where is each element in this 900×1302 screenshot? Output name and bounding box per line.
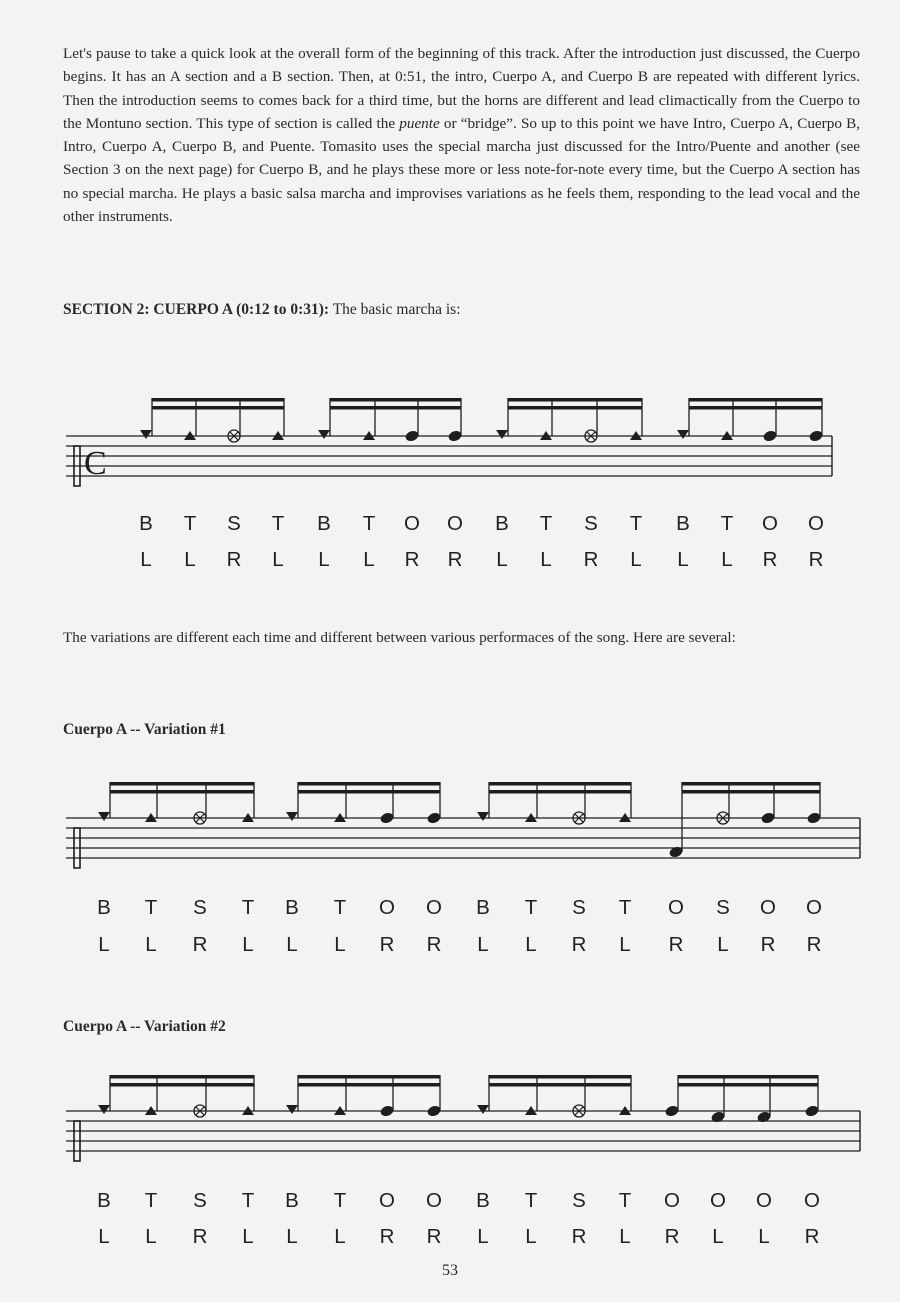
intro-paragraph bbox=[63, 42, 860, 228]
hand-letter: L bbox=[98, 1225, 110, 1248]
stroke-letter: B bbox=[285, 896, 299, 919]
beam bbox=[689, 398, 822, 402]
stroke-letter: S bbox=[584, 512, 598, 535]
stroke-letter: B bbox=[476, 896, 490, 919]
beam bbox=[152, 406, 284, 410]
stroke-letter: B bbox=[476, 1189, 490, 1212]
stroke-letter: O bbox=[404, 512, 420, 535]
stroke-letter: O bbox=[806, 896, 822, 919]
variation-2-hand-row bbox=[0, 1225, 900, 1251]
hand-letter: R bbox=[808, 548, 824, 571]
hand-letter: L bbox=[286, 1225, 298, 1248]
stroke-letter: O bbox=[808, 512, 824, 535]
variation-1-stroke-row bbox=[0, 896, 900, 922]
stroke-letter: S bbox=[193, 896, 207, 919]
hand-letter: L bbox=[363, 548, 375, 571]
bass-tone-note bbox=[477, 812, 489, 821]
basic-marcha-hand-row bbox=[0, 548, 900, 574]
hand-letter: L bbox=[334, 933, 346, 956]
basic-marcha-staff bbox=[0, 390, 900, 500]
beam bbox=[110, 782, 254, 786]
hand-letter: R bbox=[379, 933, 395, 956]
bass-tone-note bbox=[286, 1105, 298, 1114]
hand-letter: R bbox=[806, 933, 822, 956]
intro-text-1: Let's pause to take a quick look at the overall form of the beginning of this track. After the introduction just discussed, the Cuerpo begins. It has an A section and a B section. Then, at 0:51, the intro, Cuerpo A, and Cuerpo B are repeated with different lyrics. Then the introduction seems to comes back for a third time, but the horns are different and lead climactically from the Cuerpo to the Montuno section. This type of section is called the bbox=[63, 45, 860, 132]
bass-tone-note bbox=[98, 812, 110, 821]
beam bbox=[489, 1083, 631, 1087]
hand-letter: L bbox=[145, 933, 157, 956]
hand-letter: R bbox=[226, 548, 242, 571]
hand-letter: L bbox=[496, 548, 508, 571]
stroke-letter: T bbox=[629, 512, 643, 535]
bass-tone-note bbox=[677, 430, 689, 439]
stroke-letter: B bbox=[139, 512, 153, 535]
intro-italic-term: puente bbox=[399, 114, 440, 132]
stroke-letter: T bbox=[271, 512, 285, 535]
hand-letter: L bbox=[334, 1225, 346, 1248]
stroke-letter: S bbox=[193, 1189, 207, 1212]
stroke-letter: T bbox=[524, 1189, 538, 1212]
stroke-letter: T bbox=[333, 896, 347, 919]
variation-2-heading bbox=[63, 1018, 226, 1036]
beam bbox=[298, 790, 440, 794]
hand-letter: L bbox=[721, 548, 733, 571]
hand-letter: R bbox=[426, 1225, 442, 1248]
page-number: 53 bbox=[442, 1262, 458, 1279]
stroke-letter: O bbox=[756, 1189, 772, 1212]
stroke-letter: O bbox=[379, 1189, 395, 1212]
beam bbox=[298, 782, 440, 786]
variation-1-title: Cuerpo A -- Variation #1 bbox=[63, 721, 226, 738]
beam bbox=[152, 398, 284, 402]
beam bbox=[330, 406, 461, 410]
stroke-letter: T bbox=[333, 1189, 347, 1212]
hand-letter: L bbox=[272, 548, 284, 571]
hand-letter: R bbox=[668, 933, 684, 956]
stroke-letter: O bbox=[426, 1189, 442, 1212]
hand-letter: L bbox=[619, 1225, 631, 1248]
hand-letter: L bbox=[477, 933, 489, 956]
hand-letter: L bbox=[286, 933, 298, 956]
beam bbox=[689, 406, 822, 410]
variation-1-heading bbox=[63, 721, 226, 739]
stroke-letter: T bbox=[618, 1189, 632, 1212]
stroke-letter: T bbox=[524, 896, 538, 919]
variation-1-staff bbox=[0, 772, 900, 882]
bass-tone-note bbox=[286, 812, 298, 821]
section-2-text: The basic marcha is: bbox=[329, 301, 461, 318]
hand-letter: L bbox=[140, 548, 152, 571]
stroke-letter: B bbox=[676, 512, 690, 535]
variations-paragraph: The variations are different each time and different between various performaces of the song. Here are several: bbox=[63, 629, 736, 646]
stroke-letter: O bbox=[664, 1189, 680, 1212]
beam bbox=[489, 1075, 631, 1079]
hand-letter: L bbox=[712, 1225, 724, 1248]
stroke-letter: T bbox=[144, 1189, 158, 1212]
beam bbox=[682, 782, 820, 786]
beam bbox=[110, 1075, 254, 1079]
hand-letter: R bbox=[192, 1225, 208, 1248]
hand-letter: L bbox=[98, 933, 110, 956]
stroke-letter: B bbox=[317, 512, 331, 535]
variation-2-staff bbox=[0, 1065, 900, 1175]
hand-letter: R bbox=[571, 933, 587, 956]
stroke-letter: O bbox=[379, 896, 395, 919]
stroke-letter: T bbox=[618, 896, 632, 919]
beam bbox=[298, 1083, 440, 1087]
stroke-letter: B bbox=[97, 1189, 111, 1212]
hand-letter: R bbox=[192, 933, 208, 956]
hand-letter: L bbox=[184, 548, 196, 571]
basic-marcha-stroke-row bbox=[0, 512, 900, 538]
hand-letter: R bbox=[583, 548, 599, 571]
bass-tone-note bbox=[477, 1105, 489, 1114]
hand-letter: L bbox=[525, 1225, 537, 1248]
beam bbox=[489, 790, 631, 794]
variation-1-hand-row bbox=[0, 933, 900, 959]
stroke-letter: T bbox=[539, 512, 553, 535]
stroke-letter: T bbox=[362, 512, 376, 535]
time-signature: C bbox=[84, 445, 107, 482]
beam bbox=[110, 1083, 254, 1087]
bass-tone-note bbox=[140, 430, 152, 439]
stroke-letter: T bbox=[144, 896, 158, 919]
beam bbox=[682, 790, 820, 794]
section-2-heading bbox=[63, 301, 461, 319]
hand-letter: L bbox=[677, 548, 689, 571]
beam bbox=[678, 1083, 818, 1087]
stroke-letter: B bbox=[97, 896, 111, 919]
hand-letter: R bbox=[571, 1225, 587, 1248]
hand-letter: R bbox=[426, 933, 442, 956]
beam bbox=[298, 1075, 440, 1079]
stroke-letter: B bbox=[285, 1189, 299, 1212]
hand-letter: R bbox=[804, 1225, 820, 1248]
beam bbox=[110, 790, 254, 794]
bass-tone-note bbox=[98, 1105, 110, 1114]
hand-letter: L bbox=[619, 933, 631, 956]
hand-letter: L bbox=[717, 933, 729, 956]
stroke-letter: T bbox=[241, 896, 255, 919]
hand-letter: R bbox=[379, 1225, 395, 1248]
hand-letter: L bbox=[758, 1225, 770, 1248]
stroke-letter: S bbox=[572, 1189, 586, 1212]
stroke-letter: O bbox=[760, 896, 776, 919]
stroke-letter: O bbox=[668, 896, 684, 919]
section-2-label: SECTION 2: CUERPO A (0:12 to 0:31): bbox=[63, 301, 330, 318]
variation-2-title: Cuerpo A -- Variation #2 bbox=[63, 1018, 226, 1035]
stroke-letter: T bbox=[720, 512, 734, 535]
stroke-letter: B bbox=[495, 512, 509, 535]
stroke-letter: T bbox=[183, 512, 197, 535]
hand-letter: L bbox=[477, 1225, 489, 1248]
hand-letter: L bbox=[630, 548, 642, 571]
stroke-letter: O bbox=[710, 1189, 726, 1212]
stroke-letter: O bbox=[762, 512, 778, 535]
beam bbox=[330, 398, 461, 402]
stroke-letter: S bbox=[716, 896, 730, 919]
stroke-letter: O bbox=[804, 1189, 820, 1212]
hand-letter: L bbox=[242, 933, 254, 956]
bass-tone-note bbox=[318, 430, 330, 439]
hand-letter: R bbox=[447, 548, 463, 571]
intro-text-2: or “bridge”. So up to this point we have Intro, Cuerpo A, Cuerpo B, Intro, Cuerpo A, Cuerpo B, and Puente. Tomasito uses the special marcha just discussed for the Intro/Puente and another (see Section 3 on the next page) for Cuerpo B, and he plays these more or less note-for-note every time, but the Cuerpo A section has no special marcha. He plays a basic salsa marcha and improvises variations as he feels them, responding to the lead vocal and the other instruments. bbox=[63, 114, 861, 226]
hand-letter: L bbox=[525, 933, 537, 956]
hand-letter: R bbox=[760, 933, 776, 956]
beam bbox=[678, 1075, 818, 1079]
stroke-letter: O bbox=[447, 512, 463, 535]
hand-letter: R bbox=[762, 548, 778, 571]
variation-2-stroke-row bbox=[0, 1189, 900, 1215]
bass-tone-note bbox=[496, 430, 508, 439]
hand-letter: R bbox=[664, 1225, 680, 1248]
beam bbox=[508, 398, 642, 402]
stroke-letter: T bbox=[241, 1189, 255, 1212]
hand-letter: L bbox=[540, 548, 552, 571]
hand-letter: L bbox=[318, 548, 330, 571]
hand-letter: L bbox=[242, 1225, 254, 1248]
hand-letter: R bbox=[404, 548, 420, 571]
beam bbox=[508, 406, 642, 410]
stroke-letter: S bbox=[572, 896, 586, 919]
stroke-letter: S bbox=[227, 512, 241, 535]
beam bbox=[489, 782, 631, 786]
hand-letter: L bbox=[145, 1225, 157, 1248]
stroke-letter: O bbox=[426, 896, 442, 919]
